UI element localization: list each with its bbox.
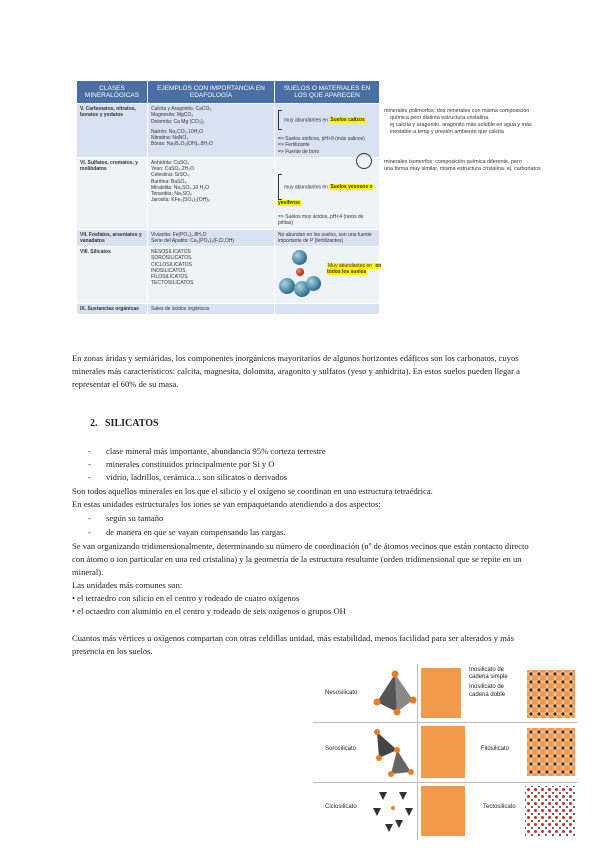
inosilicate-double-chain-image (527, 670, 575, 718)
header-classes: CLASES MINERALÓGICAS (77, 81, 148, 104)
list-item: - vidrio, ladrillos, cerámica... son silicatos o derivados (88, 472, 288, 482)
row-examples (148, 104, 275, 158)
cyclosilicate-ring-image (371, 786, 415, 836)
note-line: minerales polimorfos: dos minerales con misma composición (384, 108, 530, 114)
example-item: FILOSILICATOS (151, 274, 188, 280)
row-class: IX. Sustancias orgánicas (77, 304, 148, 315)
note-line: inestable a temp y presión ambiente que calcita (390, 129, 504, 136)
example-item: Celestina: SrSO₄ (151, 172, 189, 179)
intro-paragraph: En zonas áridas y semiáridas, los componentes inorgánicos mayoritarios de algunos horizontes edáficos son los carbonatos, cuyos minerales más característicos: calcita, magnesita, dolomita, aragonito y sulfatos (yeso y anhidrita). En estos suelos pueden llegar a representar el 60% de su masa. (72, 353, 520, 389)
row-soils: No abundan en los suelos, son una fuente importante de P (fertilizantes) (275, 229, 380, 247)
lightbulb-icon (356, 153, 372, 169)
soils-extra: => Suelos sódicos, pH>9 (más salinos) (278, 136, 365, 142)
row-examples (148, 229, 275, 247)
list-item-text: minerales constituidos principalmente por Si y O (106, 459, 275, 469)
filosilicate-sheet-image (527, 728, 575, 776)
paragraph: • el tetraedro con silicio en el centro y rodeado de cuatro oxígenos (72, 593, 300, 603)
filosilicate-layer-image (421, 726, 465, 778)
list-item: - según su tamaño (88, 513, 164, 523)
soils-prefix: Muy abundantes en (328, 263, 372, 269)
polymorph-note (384, 108, 594, 136)
soils-highlight: Suelos yesosos o yesíferos (278, 184, 373, 206)
example-item: Bórax: Na₂B₄O₅(OH)₄.8H₂O (151, 141, 213, 148)
tectosilicate-framework-image (421, 786, 465, 836)
example-item: Tenardita: Na₂SO₄ (151, 191, 192, 197)
example-item: Mirabilita: Na₂SO₄.10 H₂O (151, 184, 210, 191)
header-soils: SUELOS O MATERIALES EN LOS QUE APARECEN (275, 81, 380, 104)
list-item-text: de manera en que se vayan compensando las cargas. (106, 527, 286, 537)
heading-text: SILICATOS (105, 418, 159, 429)
example-item: INOSILICATOS (151, 267, 186, 274)
label-ciclosilicato: Ciclosilicato (325, 804, 357, 810)
list-item: - clase mineral más importante, abundancia 95% corteza terrestre (88, 446, 326, 456)
note-line: química pero distinta estructura cristalina. (390, 115, 490, 122)
label-sorosilicato: Sorosilicato (325, 746, 357, 752)
soils-extra: => Fertilizante (278, 142, 310, 149)
table-row (77, 157, 380, 229)
example-item: Sales de ácidos orgánicos (151, 306, 210, 312)
example-item: Serie del Apatito: Ca₅(PO₄)₃(F,Cl,OH) (151, 237, 235, 244)
label-inosilicato-simple: Inosilicato de cadena simple (469, 667, 508, 681)
example-item: CICLOSILICATOS (151, 261, 192, 268)
example-item: TECTOSILICATOS (151, 280, 194, 287)
soils-prefix: muy abundantes en (284, 117, 328, 124)
example-item: NESOSILICATOS (151, 249, 191, 255)
inosilicate-chain-image (421, 668, 461, 718)
example-item: Magnesita: MgCO₃ (151, 112, 194, 119)
sorosilicate-image (371, 728, 415, 778)
row-examples (148, 157, 275, 229)
label-nesosilicato: Nesosilicato (325, 690, 358, 696)
paragraph: En estas unidades estructurales los iones se van empaquetando atendiendo a dos aspectos: (72, 499, 381, 509)
row-soils (275, 304, 380, 315)
label-filosilicato: Filosilicato (481, 746, 510, 752)
header-examples: EJEMPLOS CON IMPORTANCIA EN EDAFOLOGÍA (148, 81, 275, 104)
example-item: SOROSILICATOS (151, 255, 192, 262)
table-row (77, 229, 380, 247)
row-soils (275, 247, 380, 304)
paragraph: • el octaedro con aluminio en el centro y rodeado de seis oxígenos o grupos OH (72, 606, 346, 616)
row-class: VI. Sulfatos, cromatos, y molibdatos (77, 157, 148, 229)
table-header-row (77, 81, 380, 104)
table-row (77, 104, 380, 158)
table-row (77, 304, 380, 315)
example-item: Barítina: BaSO₄ (151, 178, 187, 185)
paragraph: Cuantos más vértices u oxígenos compartan con otras celdillas unidad, más estabilidad, menos facilidad para ser alterados y más presencia en los suelos. (72, 633, 514, 656)
paragraph: Las unidades más comunes son: (72, 580, 183, 590)
list-item-text: según su tamaño (106, 513, 164, 523)
silicate-structures-figure (313, 664, 577, 840)
row-class: VII. Fosfatos, arseniatos y vanadatos (77, 229, 148, 247)
nesosilicate-tetrahedron-image (373, 670, 417, 716)
soils-prefix: muy abundantes en (284, 184, 328, 191)
tectosilicate-lattice-image (525, 786, 575, 836)
example-item: Nitratina: NaNO₃ (151, 135, 189, 141)
row-examples (148, 247, 275, 304)
soils-highlight: en todos los suelos (327, 263, 382, 276)
list-item: - de manera en que se vayan compensando las cargas. (88, 527, 286, 537)
labels-inosilicatos (469, 667, 525, 699)
paragraph: Se van organizando tridimensionalmente, determinando su número de coordinación (nº de átomos vecinos que están contacto directo con átomo o ion particular en una red cristalina) y la geometría de la estructura resultante (orden tridimensional que se repite en un mineral). (72, 541, 529, 577)
note-line: minerales isomorfos: composición química diferente, pero (384, 159, 522, 165)
paragraph: Son todos aquellos minerales en los que el silicio y el oxígeno se coordinan en una estructura tetraédrica. (72, 486, 433, 496)
heading-number: 2. (90, 418, 98, 429)
label-tectosilicato: Tectosilicato (483, 804, 516, 810)
soils-extra: => Fuente de boro (278, 148, 320, 155)
mineral-classes-table (76, 80, 380, 315)
row-soils (275, 104, 380, 158)
example-item: Calcita y Aragonito: CaCO₃ (151, 106, 212, 112)
example-item: Yeso: CaSO₄.2H₂O (151, 166, 194, 172)
isomorph-note (384, 159, 596, 173)
list-item-text: vidrio, ladrillos, cerámica... son silicatos o derivados (106, 472, 288, 482)
example-item: Dolomita: Ca Mg (CO₃)₂ (151, 118, 205, 125)
silicate-molecule-image (279, 250, 323, 298)
row-class: V. Carbonatos, nitratos, boratos y yodatos (77, 104, 148, 158)
table-row (77, 247, 380, 304)
row-examples (148, 304, 275, 315)
list-item-text: clase mineral más importante, abundancia 95% corteza terrestre (106, 446, 326, 456)
example-item: Jarosita: KFe₃(SO₄)₂(OH)₆ (151, 197, 210, 204)
label-inosilicato-doble: Inosilicato de cadena doble (469, 684, 506, 698)
list-item: - minerales constituidos principalmente por Si y O (88, 459, 275, 469)
note-line: ej calcita y aragonito. aragonito más soluble en agua y más (390, 122, 532, 129)
section-heading (90, 418, 159, 429)
example-item: Vivianita: Fe(PO₄)₂.8H₂O (151, 231, 207, 238)
example-item: Natrón: Na₂CO₃.10H₂O (151, 128, 204, 135)
soils-extra: => Suelos muy ácidos, pH<4 (raros de piritas) (278, 214, 364, 227)
note-line: una forma muy similar, misma estructura cristalina. ej. carbonatos (384, 166, 541, 173)
example-item: Anhidrita: CaSO₄ (151, 159, 190, 166)
soils-highlight: Suelos calizos (330, 117, 365, 124)
row-class: VIII. Silicatos (77, 247, 148, 304)
